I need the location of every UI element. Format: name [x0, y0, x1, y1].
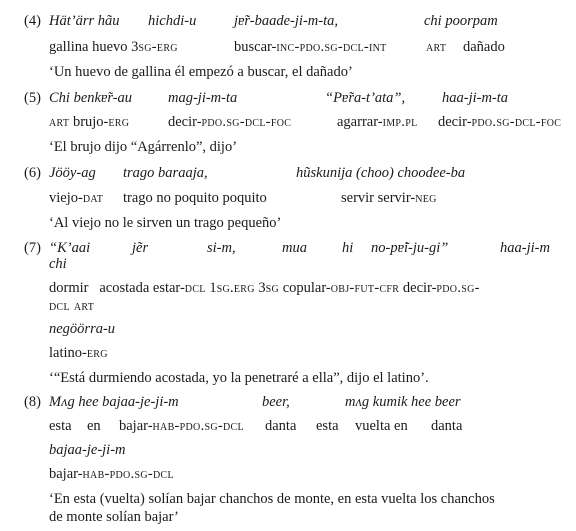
source-word: chi poorpam: [424, 13, 498, 29]
source-word: hichdi-u: [148, 13, 197, 29]
source-word: no-pɐ̃i-ju-gi”: [371, 240, 449, 256]
gloss-line: trago no poquito poquito: [123, 190, 267, 206]
source-word: bajaa-je-ji-m: [49, 442, 126, 458]
source-word: haa-ji-m-ta: [442, 90, 509, 106]
source-word: beer,: [262, 394, 290, 410]
source-word: mʌg kumik hee beer: [345, 394, 461, 410]
gloss-line: art brujo-erg: [49, 114, 130, 130]
source-word: Mʌg hee bajaa-je-ji-m: [49, 394, 179, 410]
free-translation: ‘En esta (vuelta) solían bajar chanchos de monte, en esta vuelta los chanchos: [49, 491, 495, 507]
gloss-word: art: [426, 39, 447, 55]
example-number: (4): [24, 13, 41, 29]
example-number: (8): [24, 394, 41, 410]
gloss-line: bajar-hab-pdo.sg-dcl: [49, 466, 174, 482]
gloss-word: danta: [265, 418, 297, 434]
gloss-line: gallina huevo 3sg-erg: [49, 39, 178, 55]
source-word: Hät’ärr hãu: [49, 13, 120, 29]
gloss-line: viejo-dat: [49, 190, 104, 206]
source-word: jẽr: [132, 240, 149, 256]
example-number: (7): [24, 240, 41, 256]
gloss-line: agarrar-imp.pl: [337, 114, 418, 130]
gloss-word: danta: [431, 418, 463, 434]
source-word: Jööy-ag: [49, 165, 96, 181]
free-translation: ‘Al viejo no le sirven un trago pequeño’: [49, 215, 282, 231]
gloss-line: decir-pdo.sg-dcl-foc: [438, 114, 562, 130]
source-word: Chi benkɐ̃r-au: [49, 90, 133, 106]
gloss-line: dcl art: [49, 298, 95, 314]
gloss-line: decir-pdo.sg-dcl-foc: [168, 114, 292, 130]
source-word: haa-ji-m: [500, 240, 550, 256]
free-translation: de monte solían bajar’: [49, 509, 179, 525]
source-word: negöörra-u: [49, 321, 116, 337]
free-translation: ‘Un huevo de gallina él empezó a buscar, el dañado’: [49, 64, 353, 80]
source-word: hũskunija (choo) choodee-ba: [296, 165, 466, 181]
source-word: trago baraaja,: [123, 165, 208, 181]
gloss-word: dañado: [463, 39, 505, 55]
source-word: mag-ji-m-ta: [168, 90, 238, 106]
source-word: si-m,: [207, 240, 236, 256]
gloss-line: buscar-inc-pdo.sg-dcl-int: [234, 39, 387, 55]
gloss-word: en: [87, 418, 101, 434]
gloss-word: esta: [316, 418, 339, 434]
free-translation: ‘“Está durmiendo acostada, yo la penetraré a ella”, dijo el latino’.: [49, 370, 429, 386]
source-word: mua: [282, 240, 307, 256]
gloss-line: latino-erg: [49, 345, 108, 361]
source-word: hi: [342, 240, 354, 256]
source-word: “K’aai: [49, 240, 91, 256]
example-number: (5): [24, 90, 41, 106]
gloss-line: servir servir-neg: [341, 190, 437, 206]
gloss-word: vuelta en: [355, 418, 408, 434]
example-number: (6): [24, 165, 41, 181]
free-translation: ‘El brujo dijo “Agárrenlo”, dijo’: [49, 139, 238, 155]
source-word: jɐ̃r-baade-ji-m-ta,: [234, 13, 338, 29]
gloss-line: dormir acostada estar-dcl 1sg.erg 3sg copular-obj-fut-cfr decir-pdo.sg-: [49, 280, 480, 296]
gloss-line: bajar-hab-pdo.sg-dcl: [119, 418, 244, 434]
source-word: chi: [49, 256, 67, 272]
gloss-word: esta: [49, 418, 72, 434]
source-word: “Pɐ̃ra-t’ata”,: [325, 90, 406, 106]
